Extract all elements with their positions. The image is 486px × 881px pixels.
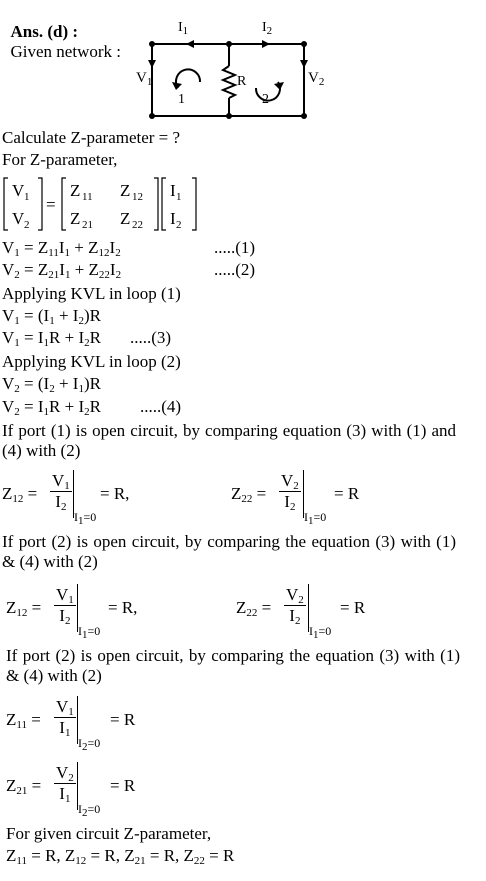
num-v2: $V_2$ [281, 471, 299, 492]
current-i1-label [178, 20, 188, 36]
svg-text:V: V [12, 181, 25, 200]
eq2-line: $V_2 = Z_{21}I_1 + Z_{22}I_2$ [2, 260, 122, 281]
matrix-equation [0, 174, 220, 234]
final-result: $Z_{11} = R$, $Z_{12} = R$, $Z_{21} = R$, $Z_{22} = R$ [6, 846, 235, 867]
eval-cond-2: $I_1=0$ [304, 510, 327, 527]
z12-label-2: $Z_{12}$ = [6, 598, 42, 619]
z22-value-1: = R [334, 484, 360, 503]
eval-cond-5: $I_2=0$ [78, 736, 101, 753]
num-v2-2: $V_2$ [286, 585, 304, 606]
svg-text:22: 22 [132, 219, 143, 231]
svg-text:1: 1 [176, 191, 182, 203]
loop-2-label: 2 [262, 92, 269, 107]
num-v1: $V_1$ [52, 471, 70, 492]
v1-text: V [136, 70, 147, 86]
svg-text:2: 2 [176, 219, 182, 231]
eq1-tag: .....(1) [214, 238, 256, 257]
answer-label: Ans. (d) : [10, 22, 79, 41]
z11-fraction [54, 697, 76, 738]
z12-value-2: = R, [108, 598, 138, 617]
svg-text:1: 1 [24, 191, 30, 203]
voltage-v2-label [308, 70, 324, 87]
svg-text:2: 2 [24, 219, 30, 231]
i1-text: I [178, 20, 183, 35]
z11-label: $Z_{11}$ = [6, 710, 41, 731]
eval-cond-6: $I_2=0$ [78, 802, 101, 819]
svg-text:Z: Z [120, 181, 131, 200]
z21-value: = R [110, 776, 136, 795]
i2-text: I [262, 20, 267, 35]
final-intro: For given circuit Z-parameter, [6, 824, 212, 843]
z22-label-1: $Z_{22}$ = [231, 484, 267, 505]
svg-text:21: 21 [82, 219, 93, 231]
z22-label-2: $Z_{22}$ = [236, 598, 272, 619]
kvl2-eq-a: $V_2 = (I_2 + I_1)R$ [2, 374, 101, 395]
svg-text:Z: Z [70, 181, 81, 200]
for-z-line: For Z-parameter, [2, 150, 118, 169]
eval-cond-1: $I_1=0$ [74, 510, 97, 527]
paragraph-port2-a: If port (2) is open circuit, by comparing the equation (3) with (1) & (4) with (2) [2, 532, 456, 571]
z21-fraction [54, 763, 76, 804]
kvl1-eq-b: $V_1 = I_1R + I_2R$ [2, 328, 101, 349]
i1-sub: 1 [182, 25, 189, 37]
den-i2-3: $I_2$ [289, 606, 301, 627]
svg-text:I: I [170, 181, 176, 200]
z11-value: = R [110, 710, 136, 729]
v1-sub: 1 [146, 76, 153, 88]
svg-text:V: V [12, 209, 25, 228]
z12-fraction-2 [54, 585, 76, 626]
v2-text: V [308, 70, 319, 86]
eq1-line: $V_1 = Z_{11}I_1 + Z_{12}I_2$ [2, 238, 121, 259]
den-i2-b: $I_2$ [284, 492, 296, 513]
den-i2: $I_2$ [55, 492, 67, 513]
z22-fraction-1 [279, 471, 301, 512]
num-v2-3: $V_2$ [56, 763, 74, 784]
voltage-v1-label [136, 70, 152, 87]
svg-text:I: I [170, 209, 176, 228]
loop-1-label: 1 [178, 92, 185, 107]
z12-fraction-1 [50, 471, 72, 512]
eq3-tag: .....(3) [130, 328, 172, 347]
paragraph-port2-b: If port (2) is open circuit, by comparing the equation (3) with (1) & (4) with (2) [6, 646, 460, 685]
num-v1-3: $V_1$ [56, 697, 74, 718]
z22-fraction-2 [284, 585, 306, 626]
svg-text:11: 11 [82, 191, 93, 203]
eq2-tag: .....(2) [214, 260, 256, 279]
z12-label-1: $Z_{12}$ = [2, 484, 38, 505]
kvl1-line: Applying KVL in loop (1) [2, 284, 181, 303]
i2-sub: 2 [266, 25, 273, 37]
num-v1-2: $V_1$ [56, 585, 74, 606]
z21-label: $Z_{21}$ = [6, 776, 42, 797]
den-i1-2: $I_1$ [59, 784, 71, 805]
given-network-label: Given network : [10, 42, 121, 61]
eq4-tag: .....(4) [140, 397, 182, 416]
paragraph-port1: If port (1) is open circuit, by comparing equation (3) with (1) and (4) with (2) [2, 421, 456, 460]
kvl2-eq-b: $V_2 = I_1R + I_2R$ [2, 397, 101, 418]
eval-cond-3: $I_1=0$ [78, 624, 101, 641]
svg-text:Z: Z [70, 209, 81, 228]
eval-cond-4: $I_1=0$ [309, 624, 332, 641]
v2-sub: 2 [318, 76, 325, 88]
resistor-label: R [237, 74, 247, 89]
svg-text:12: 12 [132, 191, 143, 203]
z22-value-2: = R [340, 598, 366, 617]
svg-text:=: = [46, 195, 56, 214]
z12-value-1: = R, [100, 484, 130, 503]
den-i1: $I_1$ [59, 718, 71, 739]
kvl2-line: Applying KVL in loop (2) [2, 352, 181, 371]
current-i2-label [262, 20, 272, 36]
kvl1-eq-a: $V_1 = (I_1 + I_2)R$ [2, 306, 101, 327]
svg-text:Z: Z [120, 209, 131, 228]
den-i2-2: $I_2$ [59, 606, 71, 627]
calc-line: Calculate Z-parameter = ? [2, 128, 181, 147]
